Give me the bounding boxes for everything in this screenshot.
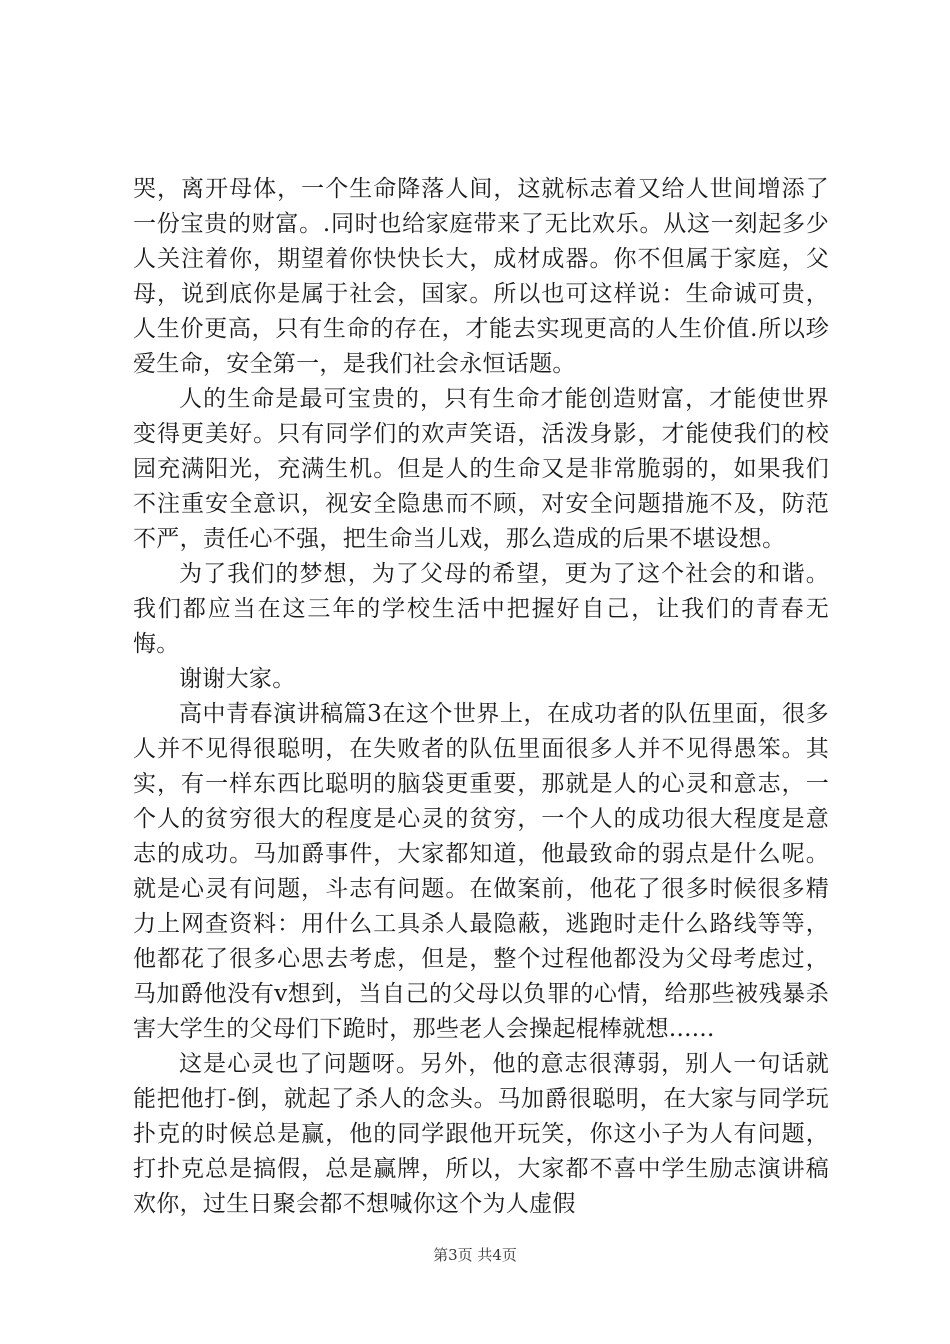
page-footer: 第3页 共4页 [433,1246,517,1264]
paragraph-2: 人的生命是最可宝贵的，只有生命才能创造财富，才能使世界变得更美好。只有同学们的欢声笑语，活泼身影，才能使我们的校园充满阳光，充满生机。但是人的生命又是非常脆弱的，如果我们不注重安全意识，视安全隐患而不顾，对安全问题措施不及，防范不严，责任心不强，把生命当儿戏，那么造成的后果不堪设想。 [133,386,829,552]
paragraph-5: 高中青春演讲稿篇3在这个世界上，在成功者的队伍里面，很多人并不见得很聪明，在失败者的队伍里面很多人并不见得愚笨。其实，有一样东西比聪明的脑袋更重要，那就是人的心灵和意志，一个人的贫穷很大的程度是心灵的贫穷，一个人的成功很大程度是意志的成功。马加爵事件，大家都知道，他最致命的弱点是什么呢。就是心灵有问题，斗志有问题。在做案前，他花了很多时候很多精力上网查资料：用什么工具杀人最隐蔽，逃跑时走什么路线等等，他都花了很多心思去考虑，但是，整个过程他都没为父母考虑过，马加爵他没有v想到，当自己的父母以负罪的心情，给那些被残暴杀害大学生的父母们下跪时，那些老人会操起棍棒就想...... [133,701,829,1042]
paragraph-1: 哭，离开母体，一个生命降落人间，这就标志着又给人世间增添了一份宝贵的财富。.同时也给家庭带来了无比欢乐。从这一刻起多少人关注着你，期望着你快快长大，成材成器。你不但属于家庭，父母，说到底你是属于社会，国家。所以也可这样说：生命诚可贵，人生价更高，只有生命的存在，才能去实现更高的人生价值.所以珍爱生命，安全第一，是我们社会永恒话题。 [133,176,829,377]
paragraph-6: 这是心灵也了问题呀。另外，他的意志很薄弱，别人一句话就能把他打-倒，就起了杀人的念头。马加爵很聪明，在大家与同学玩扑克的时候总是赢，他的同学跟他开玩笑，你这小子为人有问题，打扑克总是搞假，总是赢牌，所以，大家都不喜中学生励志演讲稿欢你，过生日聚会都不想喊你这个为人虚假 [133,1051,829,1217]
document-body [133,172,829,1222]
paragraph-3: 为了我们的梦想，为了父母的希望，更为了这个社会的和谐。我们都应当在这三年的学校生活中把握好自己，让我们的青春无悔。 [133,561,829,657]
paragraph-4: 谢谢大家。 [179,666,296,692]
